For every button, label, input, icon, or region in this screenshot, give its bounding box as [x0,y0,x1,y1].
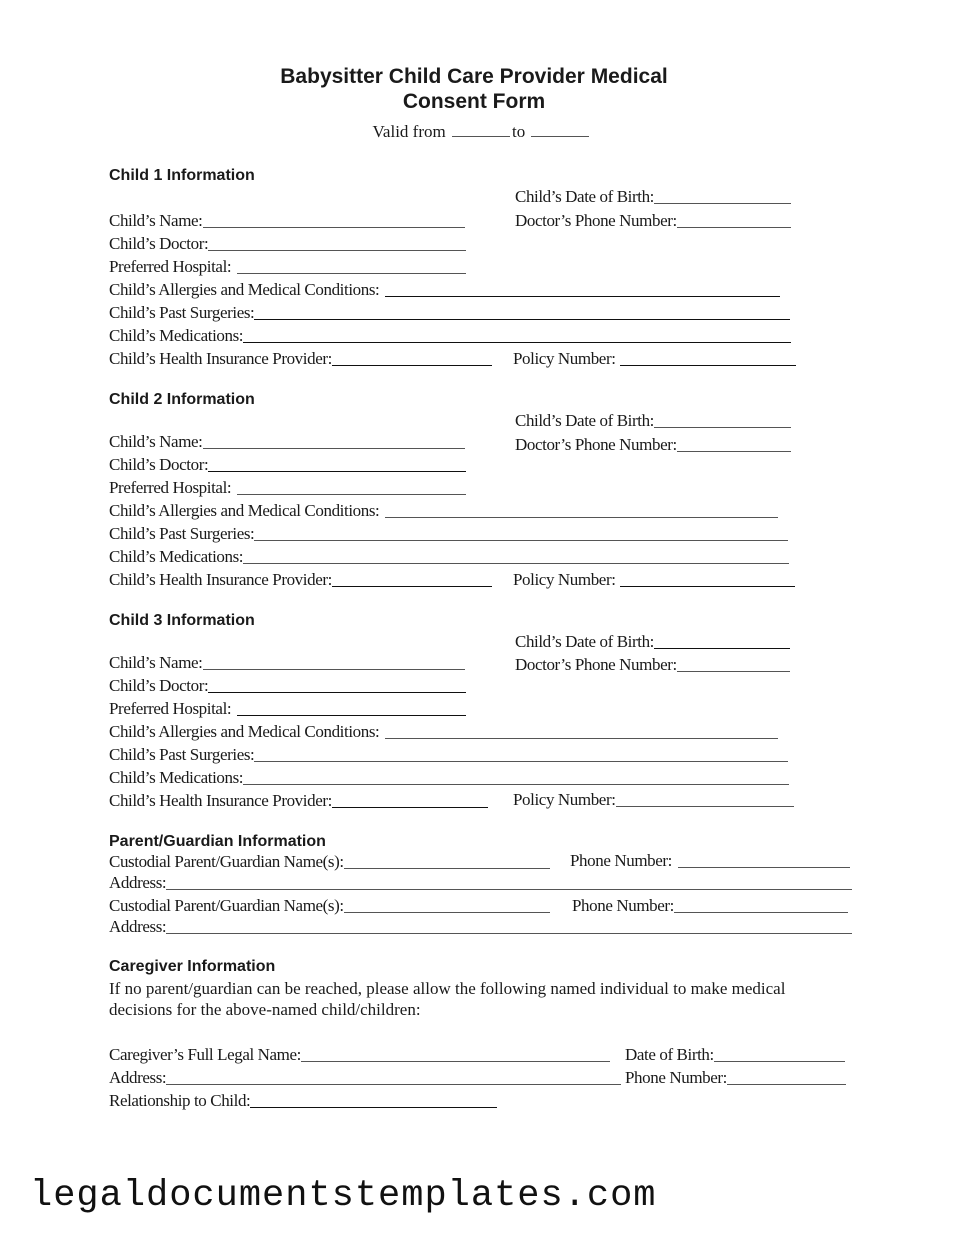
child-3-doctor-phone-field[interactable] [515,655,790,675]
child-1-doctor-field[interactable] [109,234,466,254]
child-3-surgeries-field[interactable] [109,745,788,765]
child-3-dob-input[interactable] [654,648,790,649]
child-3-medications-input[interactable] [243,784,789,785]
child-1-hospital-input[interactable] [237,273,466,274]
child-1-policy-label: Policy Number: [513,349,616,368]
child-1-medications-input[interactable] [243,342,791,343]
parent-1-name-label: Custodial Parent/Guardian Name(s): [109,852,344,871]
child-3-allergies-input[interactable] [385,738,778,739]
child-1-allergies-label: Child’s Allergies and Medical Conditions: [109,280,380,299]
child-1-hospital-field[interactable] [109,257,466,277]
child-3-policy-input[interactable] [616,806,794,807]
child-3-name-label: Child’s Name: [109,653,203,672]
child-2-allergies-input[interactable] [385,517,778,518]
parent-2-address-input[interactable] [166,933,852,934]
child-1-doctor-input[interactable] [208,250,466,251]
child-2-hospital-label: Preferred Hospital: [109,478,232,497]
child-3-doctor-phone-input[interactable] [677,671,790,672]
child-1-dob-input[interactable] [654,203,791,204]
child-3-hospital-label: Preferred Hospital: [109,699,232,718]
child-2-hospital-input[interactable] [237,494,466,495]
child-3-policy-field[interactable] [513,790,794,810]
child-1-hospital-label: Preferred Hospital: [109,257,232,276]
valid-from-label: Valid from [372,122,446,141]
child-1-name-label: Child’s Name: [109,211,203,230]
child-2-doctor-field[interactable] [109,455,466,475]
child-1-insurance-input[interactable] [332,365,492,366]
child-1-insurance-label: Child’s Health Insurance Provider: [109,349,332,368]
parent-1-address-label: Address: [109,873,167,892]
child-2-surgeries-input[interactable] [254,540,788,541]
child-2-allergies-field[interactable] [109,501,778,521]
child-2-allergies-label: Child’s Allergies and Medical Conditions: [109,501,380,520]
child-2-surgeries-label: Child’s Past Surgeries: [109,524,255,543]
parent-2-phone-input[interactable] [674,912,848,913]
child-3-hospital-field[interactable] [109,699,466,719]
parent-2-address-label: Address: [109,917,167,936]
child-2-dob-field[interactable] [515,411,791,431]
child-1-surgeries-label: Child’s Past Surgeries: [109,303,255,322]
child-2-medications-input[interactable] [243,563,789,564]
child-3-doctor-label: Child’s Doctor: [109,676,209,695]
child-1-allergies-input[interactable] [385,296,780,297]
form-title-line1: Babysitter Child Care Provider Medical [280,65,668,88]
parent-2-phone-field[interactable] [572,896,848,916]
child-2-medications-field[interactable] [109,547,789,567]
caregiver-address-field[interactable] [109,1068,621,1088]
site-watermark: legaldocumentstemplates.com [30,1175,657,1217]
child-3-dob-label: Child’s Date of Birth: [515,632,654,651]
child-3-dob-field[interactable] [515,632,790,652]
caregiver-name-input[interactable] [301,1061,610,1062]
child-3-surgeries-label: Child’s Past Surgeries: [109,745,255,764]
valid-to-label: to [511,122,526,141]
child-3-allergies-field[interactable] [109,722,778,742]
child-3-medications-field[interactable] [109,768,789,788]
form-title-line2: Consent Form [402,90,546,113]
caregiver-address-input[interactable] [166,1084,621,1085]
child-2-dob-label: Child’s Date of Birth: [515,411,654,430]
child-3-surgeries-input[interactable] [254,761,788,762]
parent-2-phone-label: Phone Number: [572,896,674,915]
parent-2-name-field[interactable] [109,896,550,916]
child-2-policy-field[interactable] [513,570,795,590]
caregiver-relationship-input[interactable] [250,1107,497,1108]
child-1-dob-label: Child’s Date of Birth: [515,187,654,206]
child-3-name-field[interactable] [109,653,465,673]
caregiver-intro: If no parent/guardian can be reached, please allow the following named individual to make medical decisions for the above-named child/children: [109,979,786,1019]
child-2-dob-input[interactable] [654,427,791,428]
child-2-name-label: Child’s Name: [109,432,203,451]
child-3-insurance-label: Child’s Health Insurance Provider: [109,791,332,810]
caregiver-dob-input[interactable] [714,1061,845,1062]
child-1-medications-field[interactable] [109,326,791,346]
parent-2-name-input[interactable] [344,912,550,913]
child-1-heading: Child 1 Information [109,167,255,184]
caregiver-relationship-field[interactable] [109,1091,497,1111]
child-3-doctor-input[interactable] [208,692,466,693]
child-2-name-field[interactable] [109,432,465,452]
caregiver-phone-input[interactable] [727,1084,846,1085]
valid-to-input[interactable] [531,122,589,137]
child-2-surgeries-field[interactable] [109,524,788,544]
child-3-insurance-field[interactable] [109,791,488,811]
child-2-insurance-input[interactable] [332,586,492,587]
caregiver-address-label: Address: [109,1068,167,1087]
parent-1-phone-field[interactable] [570,851,850,871]
valid-period [0,122,964,142]
parent-1-address-input[interactable] [166,889,852,890]
child-1-doctor-label: Child’s Doctor: [109,234,209,253]
caregiver-dob-field[interactable] [625,1045,845,1065]
child-2-doctor-label: Child’s Doctor: [109,455,209,474]
child-1-name-field[interactable] [109,211,465,231]
caregiver-heading: Caregiver Information [109,958,276,975]
child-1-surgeries-input[interactable] [254,319,790,320]
child-1-policy-field[interactable] [513,349,796,369]
valid-from-input[interactable] [452,122,510,137]
child-2-doctor-input[interactable] [208,471,466,472]
caregiver-phone-label: Phone Number: [625,1068,727,1087]
child-2-insurance-label: Child’s Health Insurance Provider: [109,570,332,589]
caregiver-name-field[interactable] [109,1045,610,1065]
child-1-name-input[interactable] [203,227,465,228]
child-1-policy-input[interactable] [620,365,796,366]
child-3-hospital-input[interactable] [237,715,466,716]
child-2-policy-input[interactable] [620,586,795,587]
child-1-allergies-field[interactable] [109,280,780,300]
child-3-doctor-phone-label: Doctor’s Phone Number: [515,655,677,674]
child-1-surgeries-field[interactable] [109,303,790,323]
child-2-policy-label: Policy Number: [513,570,616,589]
child-1-medications-label: Child’s Medications: [109,326,244,345]
parent-1-phone-input[interactable] [678,867,850,868]
child-1-dob-field[interactable] [515,187,791,207]
parent-2-name-label: Custodial Parent/Guardian Name(s): [109,896,344,915]
caregiver-name-label: Caregiver’s Full Legal Name: [109,1045,301,1064]
child-2-heading: Child 2 Information [109,391,255,408]
child-1-doctor-phone-input[interactable] [677,227,791,228]
child-2-insurance-field[interactable] [109,570,492,590]
parent-2-address-field[interactable] [109,917,852,937]
child-2-name-input[interactable] [203,448,465,449]
child-2-doctor-phone-field[interactable] [515,435,791,455]
caregiver-relationship-label: Relationship to Child: [109,1091,251,1110]
child-3-allergies-label: Child’s Allergies and Medical Conditions: [109,722,380,741]
child-1-doctor-phone-label: Doctor’s Phone Number: [515,211,677,230]
child-2-doctor-phone-input[interactable] [677,451,791,452]
parent-1-address-field[interactable] [109,873,852,893]
child-1-doctor-phone-field[interactable] [515,211,791,231]
parent-heading: Parent/Guardian Information [109,833,326,850]
caregiver-dob-label: Date of Birth: [625,1045,714,1064]
parent-1-phone-label: Phone Number: [570,851,672,870]
child-2-doctor-phone-label: Doctor’s Phone Number: [515,435,677,454]
child-3-name-input[interactable] [203,669,465,670]
child-2-medications-label: Child’s Medications: [109,547,244,566]
parent-1-name-input[interactable] [344,868,550,869]
parent-1-name-field[interactable] [109,852,550,872]
child-3-insurance-input[interactable] [332,807,488,808]
child-3-doctor-field[interactable] [109,676,466,696]
child-1-insurance-field[interactable] [109,349,492,369]
child-2-hospital-field[interactable] [109,478,466,498]
child-3-medications-label: Child’s Medications: [109,768,244,787]
child-3-heading: Child 3 Information [109,612,255,629]
caregiver-phone-field[interactable] [625,1068,846,1088]
child-3-policy-label: Policy Number: [513,790,616,809]
